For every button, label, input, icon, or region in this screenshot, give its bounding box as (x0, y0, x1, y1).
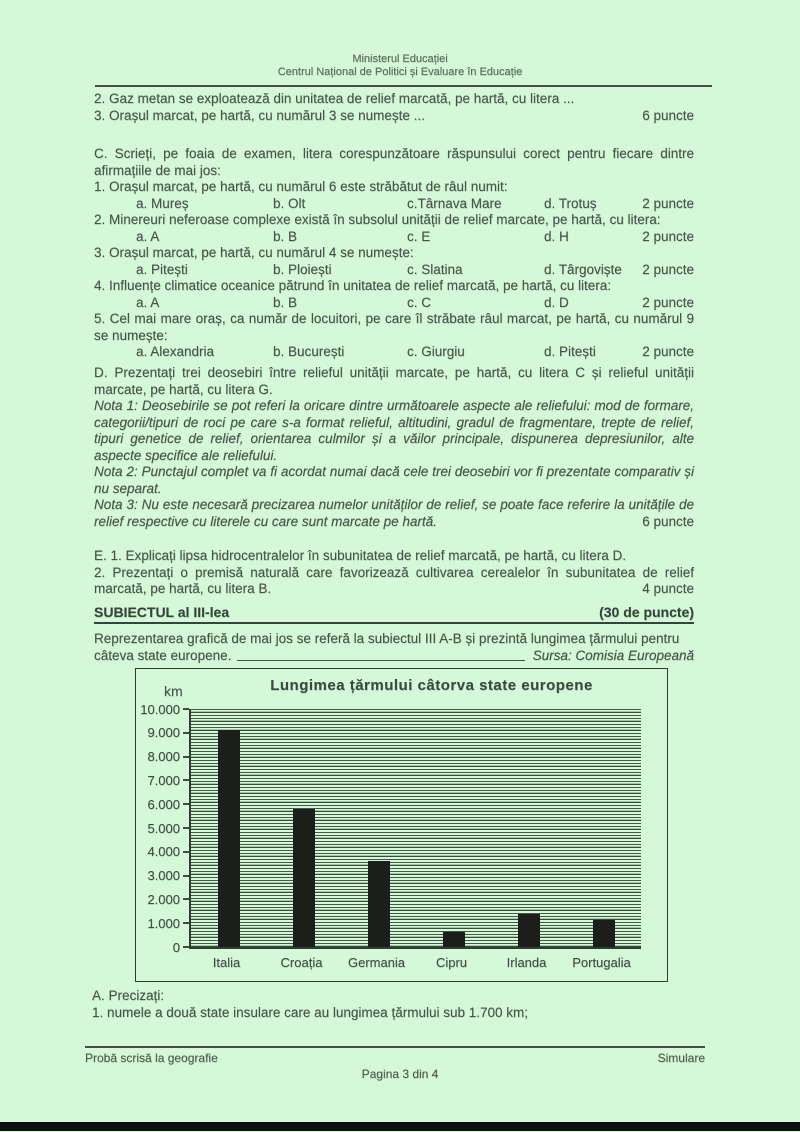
option-b: b. B (273, 294, 298, 310)
scan-edge-artifact (0, 1122, 800, 1131)
points-badge: 2 puncte (642, 261, 694, 277)
y-tick-label: 9.000 (147, 725, 180, 741)
y-tick (140, 844, 189, 860)
section-e (94, 548, 694, 598)
option-a: a. Alexandria (136, 344, 215, 359)
nota-3 (94, 497, 694, 530)
footer-row (85, 1051, 705, 1065)
section-a-heading: A. Precizați: (92, 988, 165, 1003)
y-tick (140, 725, 189, 741)
y-tick (140, 749, 189, 765)
option-c: c. C (407, 294, 432, 310)
points-badge: 6 puncte (642, 107, 694, 123)
footer-session: Simulare (657, 1051, 705, 1065)
option-a: a. Mureș (136, 195, 189, 211)
footer-exam-name: Probă scrisă la geografie (85, 1051, 218, 1065)
question-3-options (94, 262, 694, 279)
question-3: 3. Orașul marcat, pe hartă, cu numărul 4 se numește: (94, 245, 414, 260)
option-c: c. E (407, 228, 431, 244)
question-2-options (94, 229, 694, 246)
y-tick (140, 796, 189, 812)
x-category-label: Irlanda (506, 955, 547, 970)
nota-3-text: Nota 3: Nu este necesară precizarea numelor unităților de relief, se poate face referire la unitățile de relief respective cu literele cu care sunt marcate pe hartă. (94, 497, 694, 529)
y-tick-label: 5.000 (147, 820, 180, 836)
page-header (0, 53, 800, 79)
chart-x-axis (189, 955, 639, 973)
chart-title: Lungimea țărmului câtorva state europene (270, 677, 593, 694)
y-tick-label: 8.000 (147, 749, 180, 765)
option-b: b. Olt (273, 195, 306, 211)
y-tick (140, 868, 189, 884)
item-3-text: 3. Orașul marcat, pe hartă, cu numărul 3 se numește ... (94, 107, 425, 123)
question-2: 2. Minereuri neferoase complexe există în subsolul unității de relief marcate, pe hartă, cu litera: (94, 212, 661, 227)
y-tick-label: 3.000 (147, 868, 180, 884)
subject3-heading: SUBIECTUL al III-lea (94, 604, 230, 620)
y-tick-label: 6.000 (147, 796, 180, 812)
source-fill-line (237, 659, 524, 661)
points-badge: 2 puncte (642, 344, 694, 359)
points-badge: 2 puncte (642, 228, 694, 244)
nota-2: Nota 2: Punctajul complet va fi acordat numai dacă cele trei deosebiri vor fi prezentate comparativ și nu separat. (94, 464, 694, 496)
page-number: Pagina 3 din 4 (361, 1067, 439, 1081)
chart-bar-portugalia (593, 920, 615, 947)
chart-bars (191, 709, 641, 947)
y-tick-label: 10.000 (140, 701, 180, 717)
subject2-tail (94, 91, 694, 124)
points-badge: 2 puncte (642, 294, 694, 310)
y-tick-label: 2.000 (147, 891, 180, 907)
option-d: d. H (544, 228, 569, 244)
y-tick (140, 772, 189, 788)
question-1-options (94, 196, 694, 213)
option-d: d. Pitești (544, 344, 596, 359)
question-5-options (94, 344, 694, 361)
chart-bar-italia (218, 730, 240, 947)
option-a: a. A (136, 228, 160, 244)
subject3-points: (30 de puncte) (599, 604, 694, 620)
option-a: a. Pitești (136, 261, 188, 277)
y-tick-label: 1.000 (147, 915, 180, 931)
chart-source: Sursa: Comisia Europeană (532, 647, 694, 663)
x-category-label: Croația (280, 955, 323, 970)
y-tick (140, 939, 189, 955)
y-tick (140, 701, 189, 717)
section-e-item-2-text: 2. Prezentați o premisă naturală care favorizează cultivarea cerealelor în subunitatea de relief marcată, pe hartă, cu litera B. (94, 564, 694, 596)
option-c: c.Târnava Mare (407, 195, 502, 211)
center-name: Centrul Național de Politici și Evaluare în Educație (277, 66, 523, 78)
y-tick (140, 915, 189, 931)
option-d: d. Târgoviște (544, 261, 622, 277)
section-e-item-1: E. 1. Explicați lipsa hidrocentralelor în subunitatea de relief marcată, pe hartă, cu litera D. (94, 548, 627, 563)
section-d-intro: D. Prezentați trei deosebiri între relieful unității marcate, pe hartă, cu litera C și relieful unității marcate, pe hartă, cu litera G. (94, 365, 694, 397)
section-c (94, 146, 694, 361)
option-b: b. București (273, 344, 345, 359)
subject3-intro-line1: Reprezentarea grafică de mai jos se referă la subiectul III A-B și prezintă lungimea țărmului pentru (94, 631, 680, 646)
points-badge: 2 puncte (642, 195, 694, 211)
x-category-label: Italia (212, 955, 241, 970)
item-2: 2. Gaz metan se exploatează din unitatea de relief marcată, pe hartă, cu litera ... (94, 91, 575, 106)
y-tick (140, 891, 189, 907)
chart-bar-irlanda (518, 914, 540, 947)
chart-bar-germania (368, 861, 390, 947)
option-c: c. Giurgiu (407, 344, 465, 359)
subject3-intro-block (94, 631, 694, 664)
section-a-item-1: 1. numele a două state insulare care au lungimea țărmului sub 1.700 km; (92, 1005, 529, 1020)
option-d: d. D (544, 294, 569, 310)
question-4: 4. Influențe climatice oceanice pătrund în unitatea de relief marcată, pe hartă, cu litera: (94, 278, 612, 293)
y-tick-label: 0 (172, 939, 180, 955)
item-3 (94, 108, 694, 125)
y-tick-label: 4.000 (147, 844, 180, 860)
subject3-source-row (94, 648, 694, 665)
section-e-item-2 (94, 565, 694, 598)
option-b: b. Ploiești (273, 261, 332, 277)
section-c-intro: C. Scrieți, pe foaia de examen, litera corespunzătoare răspunsului corect pentru fiecare dintre afirmațiile de mai jos: (94, 146, 694, 178)
subject3-heading-row (94, 604, 694, 624)
question-5: 5. Cel mai mare oraș, ca număr de locuitori, pe care îl străbate râul marcat, pe hartă, cu numărul 9 se numește: (94, 311, 694, 343)
nota-1: Nota 1: Deosebirile se pot referi la oricare dintre următoarele aspecte ale reliefului: mod de formare, categorii/tipuri de roci pe care s-a format relieful, altitudini, gradul de fragmentare, trepte de relief, tipuri genetice de relief, orientarea culmilor și a văilor principale, dispunerea depresiunilor, alte aspecte specifice ale reliefului. (94, 398, 694, 463)
y-axis-unit-label: km (164, 683, 183, 699)
x-category-label: Germania (347, 955, 406, 970)
footer-divider (85, 1046, 705, 1048)
option-c: c. Slatina (407, 261, 463, 277)
chart-plot (189, 709, 641, 949)
subject3-intro-line2: câteva state europene. (94, 647, 232, 663)
points-badge: 6 puncte (642, 513, 694, 529)
coastline-bar-chart (135, 668, 668, 982)
x-category-label: Cipru (435, 955, 468, 970)
y-tick-label: 7.000 (147, 772, 180, 788)
option-b: b. B (273, 228, 298, 244)
question-1: 1. Orașul marcat, pe hartă, cu numărul 6 este străbătut de râul numit: (94, 179, 508, 194)
option-d: d. Trotuș (544, 195, 597, 211)
header-divider (95, 85, 712, 87)
x-category-label: Portugalia (572, 955, 631, 970)
option-a: a. A (136, 294, 160, 310)
chart-bar-croația (293, 809, 315, 947)
section-a (92, 987, 694, 1021)
chart-bar-cipru (443, 932, 465, 947)
y-tick (140, 820, 189, 836)
question-4-options (94, 295, 694, 312)
points-badge: 4 puncte (642, 581, 694, 596)
ministry-name: Ministerul Educației (352, 53, 448, 65)
section-d (94, 365, 694, 530)
